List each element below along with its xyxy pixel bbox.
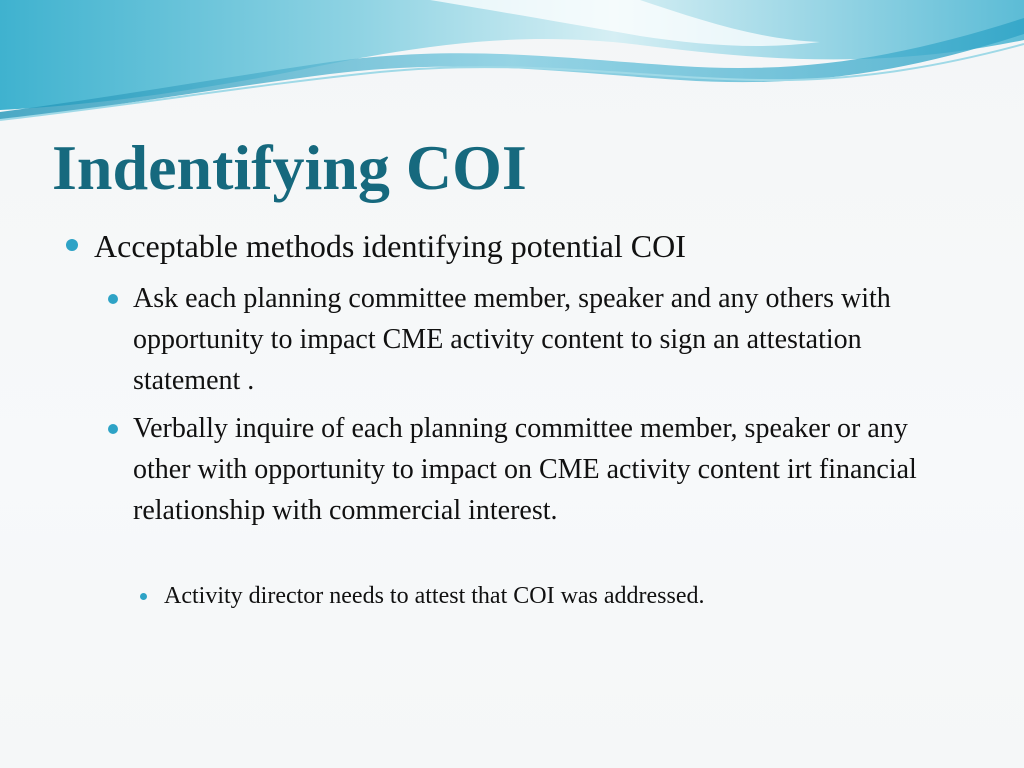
bullet-level3	[164, 576, 984, 616]
bullet-text: Verbally inquire of each planning committee member, speaker or any other with opportunity to impact on CME activity content irt financial relationship with commercial interest.	[133, 413, 917, 526]
bullet-dot-icon	[140, 593, 147, 600]
bullet-level1	[94, 226, 974, 266]
header-wave-decoration	[0, 0, 1024, 130]
bullet-text: Acceptable methods identifying potential COI	[94, 228, 686, 264]
slide-title: Indentifying COI	[52, 132, 527, 203]
bullet-level2	[133, 278, 953, 401]
bullet-text: Ask each planning committee member, speaker and any others with opportunity to impact CME activity content to sign an attestation statement .	[133, 283, 891, 396]
bullet-dot-icon	[108, 424, 118, 434]
bullet-dot-icon	[108, 294, 118, 304]
bullet-level2	[133, 408, 953, 531]
bullet-dot-icon	[66, 239, 78, 251]
bullet-text: Activity director needs to attest that COI was addressed.	[164, 583, 705, 609]
